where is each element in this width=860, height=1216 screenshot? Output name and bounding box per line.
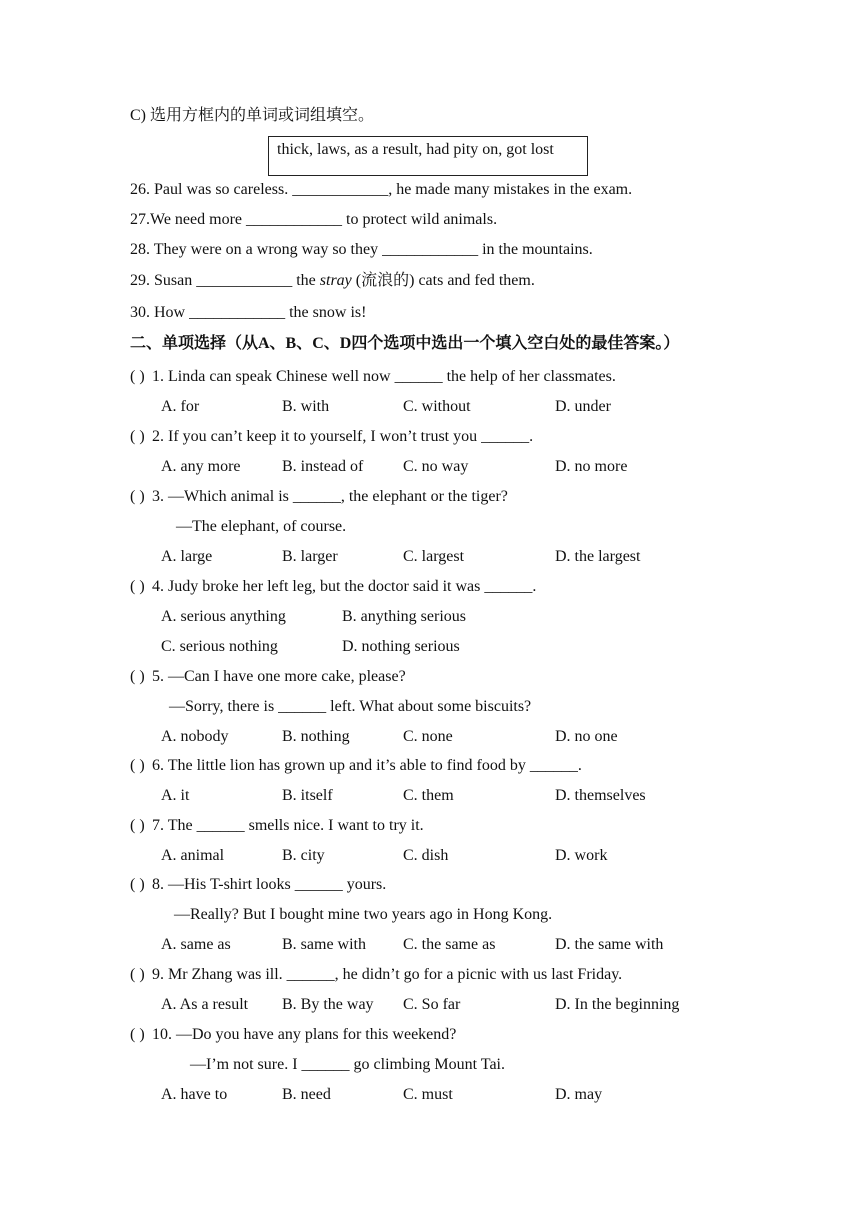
option-d: D. the same with [555, 936, 664, 953]
fill-item-30: 30. How ____________ the snow is! [130, 304, 367, 321]
option-d: D. In the beginning [555, 996, 680, 1013]
question-text: 7. The ______ smells nice. I want to try it. [152, 817, 424, 834]
option-a: A. large [161, 548, 213, 565]
option-d: D. no more [555, 458, 628, 475]
option-b: B. itself [282, 787, 333, 804]
question-text: 6. The little lion has grown up and it’s able to find food by ______. [152, 757, 582, 774]
option-c: C. the same as [403, 936, 496, 953]
option-c: C. none [403, 728, 453, 745]
option-c: C. serious nothing [161, 638, 278, 655]
option-c: C. must [403, 1086, 453, 1103]
fill-item-29-italic: stray [319, 272, 352, 289]
option-a: A. same as [161, 936, 231, 953]
section-c-heading: C) 选用方框内的单词或词组填空。 [130, 107, 375, 124]
option-b: B. city [282, 847, 325, 864]
dialogue-reply: —Really? But I bought mine two years ago in Hong Kong. [174, 906, 553, 923]
option-d: D. may [555, 1086, 603, 1103]
option-a: A. As a result [161, 996, 249, 1013]
question-text: 8. —His T-shirt looks ______ yours. [152, 876, 387, 893]
answer-blank[interactable]: ( ) [130, 876, 145, 893]
fill-item-29-post: (流浪的) cats and fed them. [351, 272, 535, 289]
question-text: 1. Linda can speak Chinese well now ______ the help of her classmates. [152, 368, 616, 385]
option-b: B. need [282, 1086, 331, 1103]
option-c: C. So far [403, 996, 461, 1013]
option-b: B. with [282, 398, 330, 415]
option-c: C. no way [403, 458, 469, 475]
option-d: D. no one [555, 728, 618, 745]
option-d: D. the largest [555, 548, 641, 565]
question-text: 9. Mr Zhang was ill. ______, he didn’t go for a picnic with us last Friday. [152, 966, 623, 983]
option-b: B. same with [282, 936, 366, 953]
option-d: D. work [555, 847, 608, 864]
fill-item-29-pre: 29. Susan ____________ the [130, 272, 320, 289]
fill-item-29 [130, 271, 535, 291]
fill-item-28: 28. They were on a wrong way so they ____________ in the mountains. [130, 241, 593, 258]
answer-blank[interactable]: ( ) [130, 757, 145, 774]
option-a: A. any more [161, 458, 241, 475]
option-c: C. largest [403, 548, 465, 565]
dialogue-reply: —The elephant, of course. [176, 518, 347, 535]
option-a: A. animal [161, 847, 225, 864]
option-b: B. anything serious [342, 608, 466, 625]
option-a: A. serious anything [161, 608, 286, 625]
word-box: thick, laws, as a result, had pity on, got lost [268, 136, 588, 176]
option-a: A. it [161, 787, 190, 804]
section-2-heading: 二、单项选择（从A、B、C、D四个选项中选出一个填入空白处的最佳答案。） [130, 335, 680, 352]
option-b: B. By the way [282, 996, 374, 1013]
option-a: A. have to [161, 1086, 228, 1103]
question-text: 2. If you can’t keep it to yourself, I won’t trust you ______. [152, 428, 534, 445]
option-d: D. under [555, 398, 611, 415]
option-d: D. nothing serious [342, 638, 460, 655]
dialogue-reply: —Sorry, there is ______ left. What about some biscuits? [169, 698, 532, 715]
answer-blank[interactable]: ( ) [130, 966, 145, 983]
option-d: D. themselves [555, 787, 646, 804]
answer-blank[interactable]: ( ) [130, 578, 145, 595]
answer-blank[interactable]: ( ) [130, 428, 145, 445]
answer-blank[interactable]: ( ) [130, 668, 145, 685]
question-text: 5. —Can I have one more cake, please? [152, 668, 406, 685]
option-a: A. for [161, 398, 200, 415]
fill-item-27: 27.We need more ____________ to protect wild animals. [130, 211, 498, 228]
question-text: 10. —Do you have any plans for this weekend? [152, 1026, 457, 1043]
option-b: B. instead of [282, 458, 364, 475]
option-c: C. dish [403, 847, 449, 864]
question-text: 3. —Which animal is ______, the elephant or the tiger? [152, 488, 508, 505]
option-c: C. without [403, 398, 471, 415]
dialogue-reply: —I’m not sure. I ______ go climbing Mount Tai. [190, 1056, 505, 1073]
answer-blank[interactable]: ( ) [130, 368, 145, 385]
answer-blank[interactable]: ( ) [130, 1026, 145, 1043]
option-b: B. nothing [282, 728, 350, 745]
fill-item-26: 26. Paul was so careless. ____________, he made many mistakes in the exam. [130, 181, 633, 198]
option-c: C. them [403, 787, 454, 804]
option-b: B. larger [282, 548, 338, 565]
option-a: A. nobody [161, 728, 229, 745]
answer-blank[interactable]: ( ) [130, 817, 145, 834]
answer-blank[interactable]: ( ) [130, 488, 145, 505]
question-text: 4. Judy broke her left leg, but the doctor said it was ______. [152, 578, 537, 595]
